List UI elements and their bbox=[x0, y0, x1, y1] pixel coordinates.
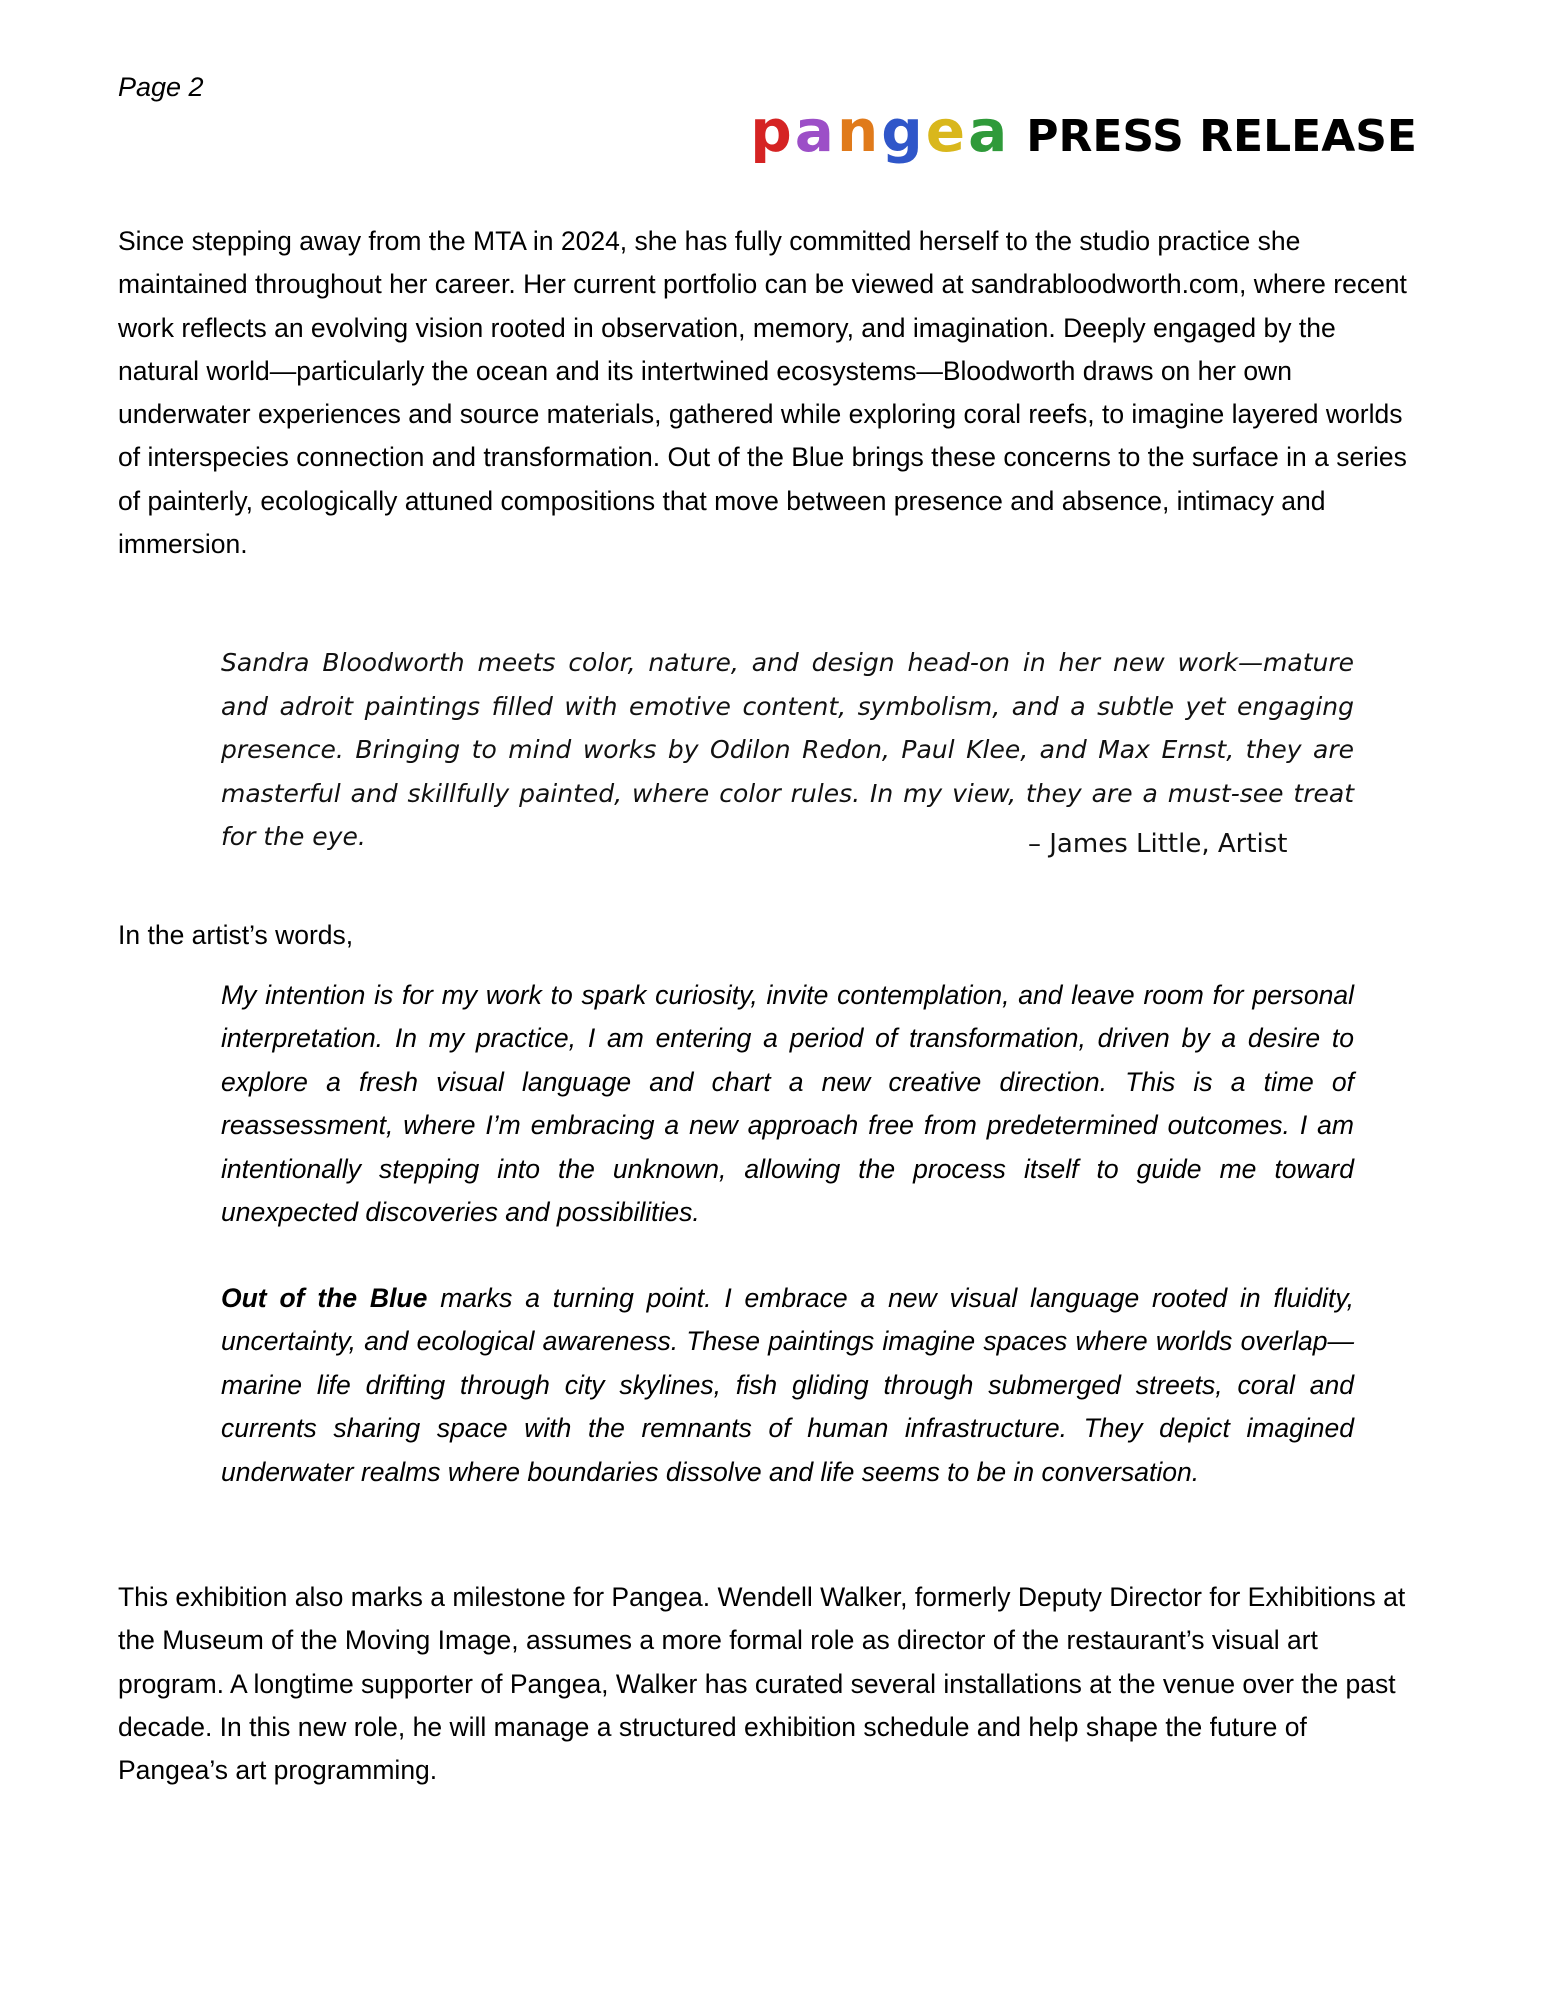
page-number: Page 2 bbox=[118, 72, 204, 102]
closing-paragraph: This exhibition also marks a milestone for Pangea. Wendell Walker, formerly Deputy Director for Exhibitions at the Museum of the Moving Image, assumes a more formal role as director of the restaurant’s visual art program. A longtime supporter of Pangea, Walker has curated several installations at the venue over the past decade. In this new role, he will manage a structured exhibition schedule and help shape the future of Pangea’s art programming. bbox=[118, 1582, 1406, 1786]
pangea-logo bbox=[750, 97, 1011, 165]
press-release-title: PRESS RELEASE bbox=[1026, 111, 1417, 162]
logo-letter: p bbox=[750, 97, 795, 165]
press-release-header bbox=[750, 97, 1417, 165]
review-quote: Sandra Bloodworth meets color, nature, and design head-on in her new work—mature and adroit paintings filled with emotive content, symbolism, and a subtle yet engaging presence. Bringing to mind works by Odilon Redon, Paul Klee, and Max Ernst, they are masterful and skillfully painted, where color rules. In my view, they are a must-see treat for the eye. bbox=[221, 648, 1354, 851]
artist-statement-paragraph-2-text: marks a turning point. I embrace a new visual language rooted in fluidity, uncertainty, and ecological awareness. These paintings imagine spaces where worlds overlap—marine life drifting through city skylines, fish gliding through submerged streets, coral and currents sharing space with the remnants of human infrastructure. They depict imagined underwater realms where boundaries dissolve and life seems to be in conversation. bbox=[221, 1283, 1354, 1487]
logo-letter: g bbox=[881, 97, 926, 165]
logo-letter: e bbox=[925, 97, 969, 165]
artist-statement-paragraph-2 bbox=[221, 1277, 1354, 1494]
artist-words-intro: In the artist’s words, bbox=[118, 920, 354, 950]
intro-paragraph: Since stepping away from the MTA in 2024, she has fully committed herself to the studio practice she maintained throughout her career. Her current portfolio can be viewed at sandrabloodworth.com, where recent work reflects an evolving vision rooted in observation, memory, and imagination. Deeply engaged by the natural world—particularly the ocean and its intertwined ecosystems—Bloodworth draws on her own underwater experiences and source materials, gathered while exploring coral reefs, to imagine layered worlds of interspecies connection and transformation. Out of the Blue brings these concerns to the surface in a series of painterly, ecologically attuned compositions that move between presence and absence, intimacy and immersion. bbox=[118, 226, 1407, 560]
logo-letter: a bbox=[794, 97, 837, 165]
exhibition-title: Out of the Blue bbox=[221, 1283, 428, 1313]
artist-statement-paragraph-1: My intention is for my work to spark curiosity, invite contemplation, and leave room for personal interpretation. In my practice, I am entering a period of transformation, driven by a desire to explore a fresh visual language and chart a new creative direction. This is a time of reassessment, where I’m embracing a new approach free from predetermined outcomes. I am intentionally stepping into the unknown, allowing the process itself to guide me toward unexpected discoveries and possibilities. bbox=[221, 980, 1354, 1228]
logo-letter: a bbox=[968, 97, 1011, 165]
quote-attribution: – James Little, Artist bbox=[1028, 829, 1288, 859]
logo-letter: n bbox=[836, 97, 882, 165]
